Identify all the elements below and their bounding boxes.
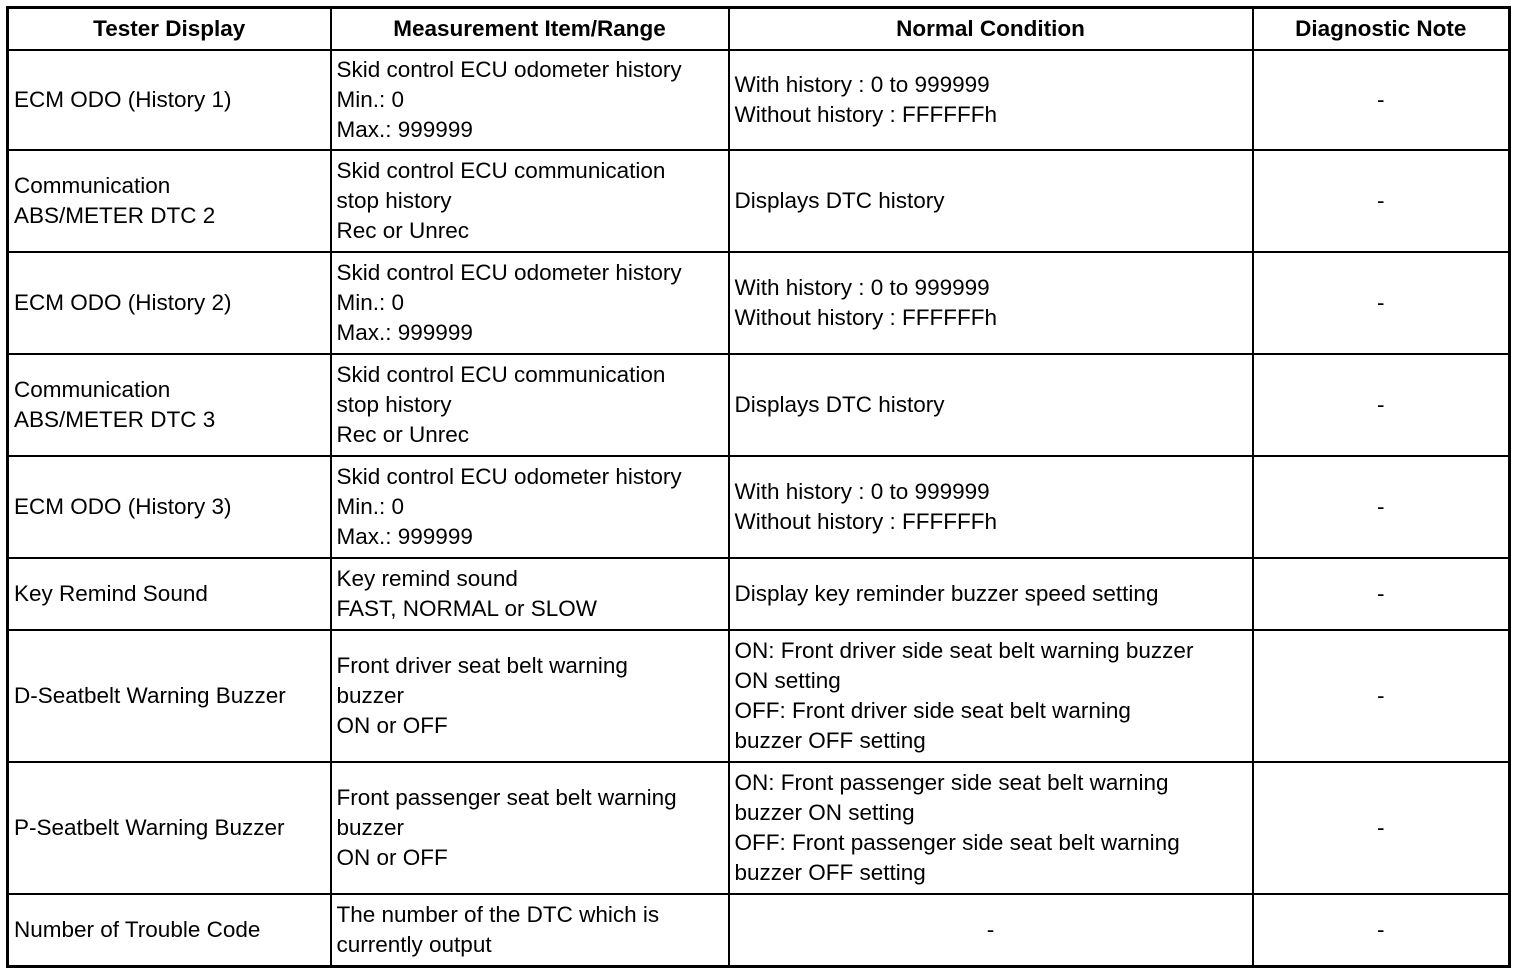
normal-condition-cell	[729, 252, 1253, 354]
measurement-range-cell	[331, 50, 729, 150]
normal-condition-cell-line: Without history : FFFFFFh	[734, 509, 998, 534]
diagnostic-note-cell: -	[1253, 762, 1510, 894]
measurement-range-cell-line: Max.: 999999	[336, 117, 473, 142]
normal-condition-cell	[729, 762, 1253, 894]
table-row	[8, 630, 1510, 762]
table-row	[8, 252, 1510, 354]
table-row	[8, 456, 1510, 558]
measurement-range-cell-line: Min.: 0	[336, 290, 405, 315]
measurement-range-cell	[331, 894, 729, 966]
diagnostic-note-cell: -	[1253, 150, 1510, 252]
tester-display-cell-line: P-Seatbelt Warning Buzzer	[14, 815, 285, 840]
table-row	[8, 894, 1510, 966]
measurement-range-cell-line: The number of the DTC which is	[336, 901, 660, 927]
tester-display-cell-line: ECM ODO (History 3)	[14, 494, 232, 519]
tester-display-cell	[8, 558, 331, 630]
tester-display-cell	[8, 150, 331, 252]
normal-condition-cell-line: Displays DTC history	[734, 188, 945, 213]
tester-display-cell-line: Communication	[14, 377, 171, 402]
tester-display-cell	[8, 630, 331, 762]
normal-condition-cell-line: With history : 0 to 999999	[734, 479, 990, 504]
measurement-range-cell-line: Front driver seat belt warning	[336, 653, 628, 678]
tester-display-cell-line: ECM ODO (History 2)	[14, 290, 232, 315]
measurement-range-cell	[331, 354, 729, 456]
tester-display-cell-line: ABS/METER DTC 3	[14, 407, 216, 432]
tester-display-cell-line: Communication	[14, 173, 171, 198]
normal-condition-cell-line: buzzer OFF setting	[734, 728, 926, 753]
measurement-range-cell-line: Skid control ECU communication	[336, 158, 666, 183]
measurement-range-cell-line: Max.: 999999	[336, 320, 473, 345]
measurement-range-cell-line: stop history	[336, 392, 452, 417]
normal-condition-cell	[729, 558, 1253, 630]
measurement-range-cell-line: Skid control ECU odometer history	[336, 464, 682, 489]
measurement-range-cell	[331, 150, 729, 252]
tester-display-cell	[8, 252, 331, 354]
diagnostic-note-cell: -	[1253, 558, 1510, 630]
table-body	[8, 50, 1510, 966]
normal-condition-cell	[729, 354, 1253, 456]
diagnostic-note-cell: -	[1253, 50, 1510, 150]
tester-display-cell-line: D-Seatbelt Warning Buzzer	[14, 683, 286, 708]
measurement-range-cell-line: ON or OFF	[336, 845, 448, 870]
table-row	[8, 50, 1510, 150]
measurement-range-cell-line: ON or OFF	[336, 713, 448, 738]
normal-condition-cell-line: ON: Front driver side seat belt warning buzzer	[734, 638, 1194, 663]
tester-display-cell-line: Key Remind Sound	[14, 581, 208, 606]
tester-display-cell	[8, 894, 331, 966]
measurement-range-cell-line: Front passenger seat belt warning	[336, 785, 677, 810]
normal-condition-cell-line: buzzer OFF setting	[734, 860, 926, 885]
header-row	[8, 8, 1510, 51]
tester-display-cell	[8, 50, 331, 150]
table-row	[8, 354, 1510, 456]
measurement-range-cell-line: buzzer	[336, 815, 405, 840]
table-row	[8, 150, 1510, 252]
measurement-range-cell-line: Rec or Unrec	[336, 218, 470, 243]
measurement-range-cell-line: currently output	[336, 931, 492, 957]
diagnostic-note-cell: -	[1253, 630, 1510, 762]
tester-display-cell-line: ABS/METER DTC 2	[14, 203, 216, 228]
normal-condition-cell	[729, 894, 1253, 966]
measurement-range-cell-line: Skid control ECU odometer history	[336, 260, 682, 285]
normal-condition-cell	[729, 456, 1253, 558]
measurement-range-cell-line: Max.: 999999	[336, 524, 473, 549]
normal-condition-cell-line: Without history : FFFFFFh	[734, 305, 998, 330]
measurement-range-cell-line: Key remind sound	[336, 566, 518, 591]
header-tester-display: Tester Display	[8, 8, 331, 51]
normal-condition-cell-line: Displays DTC history	[734, 392, 945, 417]
data-list-table	[6, 6, 1511, 968]
normal-condition-cell-line: ON setting	[734, 668, 841, 693]
normal-condition-cell	[729, 630, 1253, 762]
tester-display-cell	[8, 354, 331, 456]
tester-display-cell	[8, 762, 331, 894]
normal-condition-cell-line: Display key reminder buzzer speed setting	[734, 581, 1159, 606]
diagnostic-note-cell: -	[1253, 456, 1510, 558]
measurement-range-cell-line: buzzer	[336, 683, 405, 708]
tester-display-cell	[8, 456, 331, 558]
normal-condition-cell-line: buzzer ON setting	[734, 800, 915, 825]
measurement-range-cell	[331, 456, 729, 558]
measurement-range-cell	[331, 762, 729, 894]
normal-condition-cell-line: OFF: Front driver side seat belt warning	[734, 698, 1131, 723]
measurement-range-cell-line: Min.: 0	[336, 87, 405, 112]
tester-display-cell-line: Number of Trouble Code	[14, 916, 261, 942]
normal-condition-cell-line: ON: Front passenger side seat belt warning	[734, 770, 1169, 795]
measurement-range-cell-line: stop history	[336, 188, 452, 213]
measurement-range-cell-line: Min.: 0	[336, 494, 405, 519]
measurement-range-cell-line: FAST, NORMAL or SLOW	[336, 596, 597, 621]
header-diagnostic-note: Diagnostic Note	[1253, 8, 1510, 51]
normal-condition-cell-line: With history : 0 to 999999	[734, 72, 990, 97]
measurement-range-cell-line: Skid control ECU communication	[336, 362, 666, 387]
normal-condition-cell	[729, 50, 1253, 150]
header-normal-condition: Normal Condition	[729, 8, 1253, 51]
tester-display-cell-line: ECM ODO (History 1)	[14, 87, 232, 112]
measurement-range-cell	[331, 252, 729, 354]
header-measurement-item-range: Measurement Item/Range	[331, 8, 729, 51]
normal-condition-cell-line: OFF: Front passenger side seat belt warning	[734, 830, 1180, 855]
diagnostic-note-cell: -	[1253, 252, 1510, 354]
normal-condition-cell-line: Without history : FFFFFFh	[734, 102, 998, 127]
diagnostic-note-cell: -	[1253, 354, 1510, 456]
measurement-range-cell	[331, 558, 729, 630]
measurement-range-cell	[331, 630, 729, 762]
measurement-range-cell-line: Skid control ECU odometer history	[336, 57, 682, 82]
normal-condition-cell	[729, 150, 1253, 252]
normal-condition-cell-line: -	[986, 916, 995, 942]
table-row	[8, 762, 1510, 894]
measurement-range-cell-line: Rec or Unrec	[336, 422, 470, 447]
normal-condition-cell-line: With history : 0 to 999999	[734, 275, 990, 300]
table-row	[8, 558, 1510, 630]
diagnostic-note-cell: -	[1253, 894, 1510, 966]
